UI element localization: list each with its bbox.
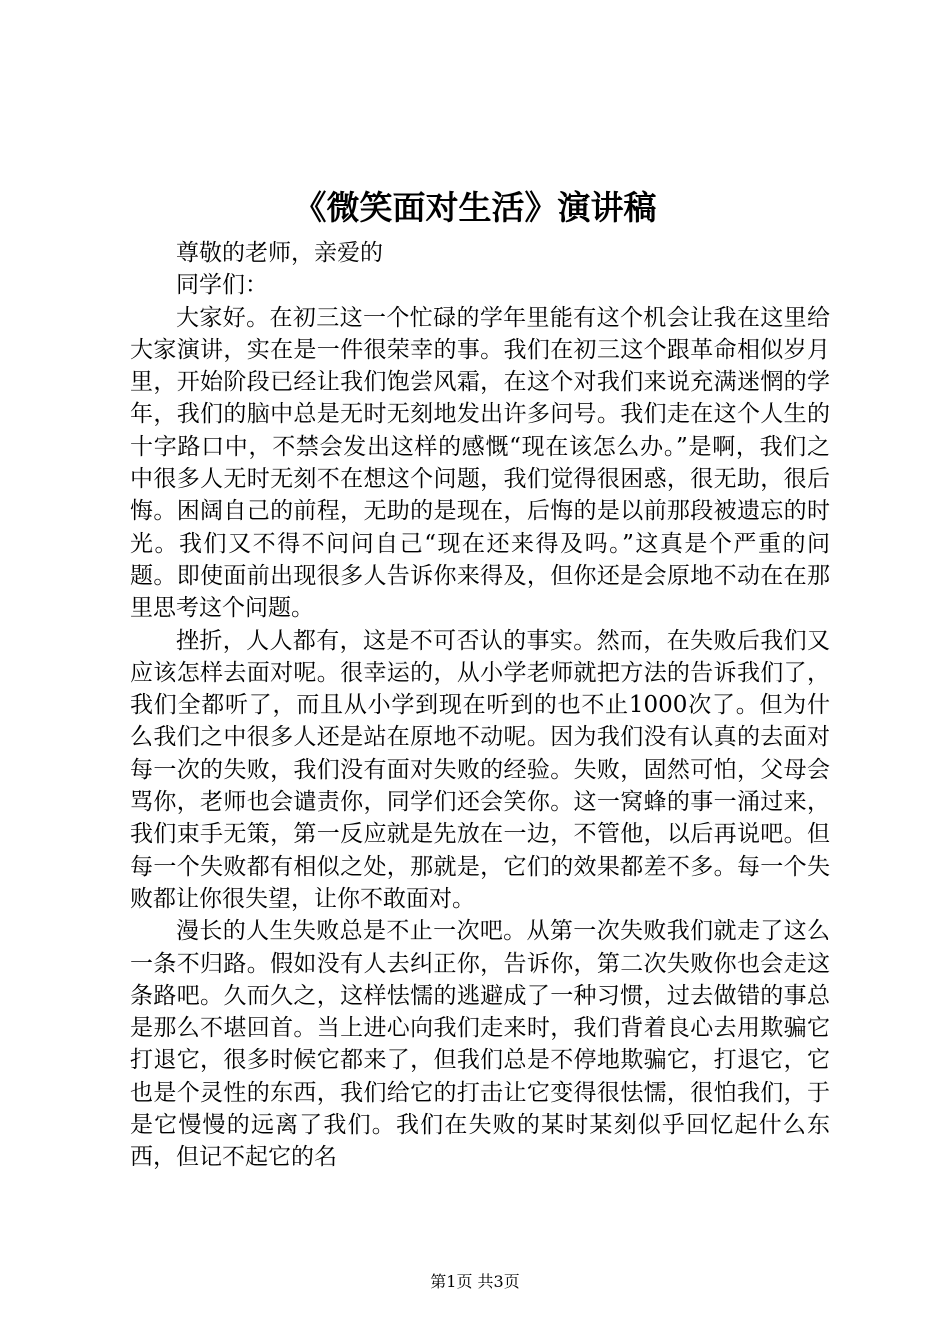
document-title: 《微笑面对生活》演讲稿 — [293, 188, 657, 227]
body-paragraph: 挫折，人人都有，这是不可否认的事实。然而，在失败后我们又应该怎样去面对呢。很幸运的，从小学老师就把方法的告诉我们了，我们全都听了，而且从小学到现在听到的也不止1000次了。但为什么我们之中很多人还是站在原地不动呢。因为我们没有认真的去面对每一次的失败，我们没有面对失败的经验。失败，固然可怕，父母会骂你，老师也会谴责你，同学们还会笑你。这一窝蜂的事一涌过来，我们束手无策，第一反应就是先放在一边，不管他，以后再说吧。但每一个失败都有相似之处，那就是，它们的效果都差不多。每一个失败都让你很失望，让你不敢面对。 — [130, 627, 830, 912]
salutation-line-2: 同学们： — [176, 272, 268, 299]
salutation-line-1: 尊敬的老师，亲爱的 — [176, 240, 383, 266]
body-paragraph: 大家好。在初三这一个忙碌的学年里能有这个机会让我在这里给大家演讲，实在是一件很荣幸的事。我们在初三这个跟革命相似岁月里，开始阶段已经让我们饱尝风霜，在这个对我们来说充满迷惘的学年，我们的脑中总是无时无刻地发出许多问号。我们走在这个人生的十字路口中，不禁会发出这样的感慨“现在该怎么办。”是啊，我们之中很多人无时无刻不在想这个问题，我们觉得很困惑，很无助，很后悔。困阔自己的前程，无助的是现在，后悔的是以前那段被遗忘的时光。我们又不得不问问自己“现在还来得及吗。”这真是个严重的问题。即使面前出现很多人告诉你来得及，但你还是会原地不动在在那里思考这个问题。 — [130, 304, 830, 622]
page-footer: 第1页 共3页 — [430, 1272, 520, 1291]
body-paragraph: 漫长的人生失败总是不止一次吧。从第一次失败我们就走了这么一条不归路。假如没有人去纠正你，告诉你，第二次失败你也会走这条路吧。久而久之，这样怯懦的逃避成了一种习惯，过去做错的事总是那么不堪回首。当上进心向我们走来时，我们背着良心去用欺骗它打退它，很多时候它都来了，但我们总是不停地欺骗它，打退它，它也是个灵性的东西，我们给它的打击让它变得很怯懦，很怕我们，于是它慢慢的远离了我们。我们在失败的某时某刻似乎回忆起什么东西，但记不起它的名 — [130, 918, 830, 1171]
document-body — [130, 237, 830, 1174]
